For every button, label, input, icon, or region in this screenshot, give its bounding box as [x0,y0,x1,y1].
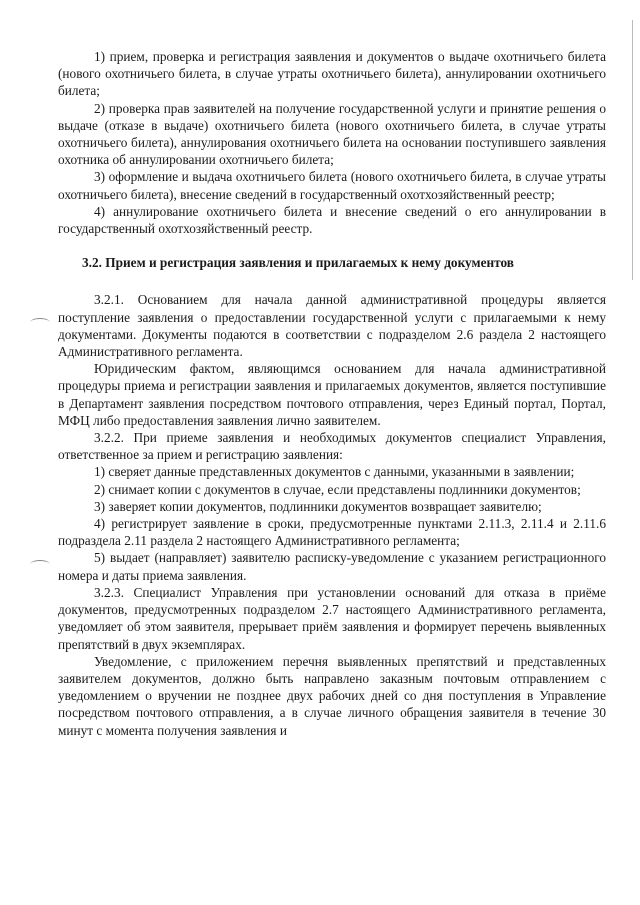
list-item: 3) оформление и выдача охотничьего билета (нового охотничьего билета, в случае утраты охотничьего билета), внесение сведений в государственный охотхозяйственный реестр; [58,169,606,202]
list-item: 3) заверяет копии документов, подлинники документов возвращает заявителю; [94,498,542,514]
paragraph-3-2-2: 3.2.2. При приеме заявления и необходимых документов специалист Управления, ответственное за прием и регистрацию заявления: [58,430,606,463]
list-item: 5) выдает (направляет) заявителю расписку-уведомление с указанием регистрационного номера и даты приема заявления. [58,550,606,583]
list-item: 1) сверяет данные представленных документов с данными, указанными в заявлении; [94,464,575,480]
list-item: 1) прием, проверка и регистрация заявления и документов о выдаче охотничьего билета (нового охотничьего билета, в случае утраты охотничьего билета), аннулировании охотничьего билета; [58,49,606,99]
list-item: 4) регистрирует заявление в сроки, предусмотренные пунктами 2.11.3, 2.11.4 и 2.11.6 подраздела 2.11 раздела 2 настоящего Административного регламента; [58,516,606,549]
list-item: 2) снимает копии с документов в случае, если представлены подлинники документов; [94,481,581,497]
scan-mark [30,560,50,569]
paragraph-legal-fact: Юридическим фактом, являющимся основанием для начала административной процедуры приема и регистрации заявления и прилагаемых документов, является поступившие в Департамент заявления посредством почтового отправления, через Единый портал, Портал, МФЦ либо предоставления заявления лично заявителем. [58,361,606,428]
list-item: 2) проверка прав заявителей на получение государственной услуги и принятие решения о выдаче (отказе в выдаче) охотничьего билета (нового охотничьего билета, в случае утраты охотничьего билета), аннулирования охотничьего билета на основании поступившего заявления охотника об аннулировании охотничьего билета; [58,100,606,168]
scan-margin-line [632,20,633,280]
paragraph-notice: Уведомление, с приложением перечня выявленных препятствий и представленных заявителем документов, должно быть направлено заказным почтовым отправлением с уведомлением о вручении не позднее двух рабочих дней со дня поступления в Управление посредством почтового отправления, а в случае личного обращения заявителя в течение 30 минут с момента получения заявления и [58,653,606,738]
document-page [58,48,606,739]
scan-mark [30,318,50,327]
section-heading: 3.2. Прием и регистрация заявления и прилагаемых к нему документов [82,255,514,271]
list-item: 4) аннулирование охотничьего билета и внесение сведений о его аннулировании в государственный охотхозяйственный реестр. [58,203,606,237]
paragraph-3-2-1: 3.2.1. Основанием для начала данной административной процедуры является поступление заявления о предоставлении государственной услуги с прилагаемыми к нему документами. Документы подаются в соответствии с подразделом 2.6 раздела 2 настоящего Административного регламента. [58,292,606,360]
paragraph-3-2-3: 3.2.3. Специалист Управления при установлении оснований для отказа в приёме документов, предусмотренных подразделом 2.7 настоящего Административного регламента, уведомляет об этом заявителя, прерывает приём заявления и формирует перечень выявленных препятствий в двух экземплярах. [58,584,606,652]
